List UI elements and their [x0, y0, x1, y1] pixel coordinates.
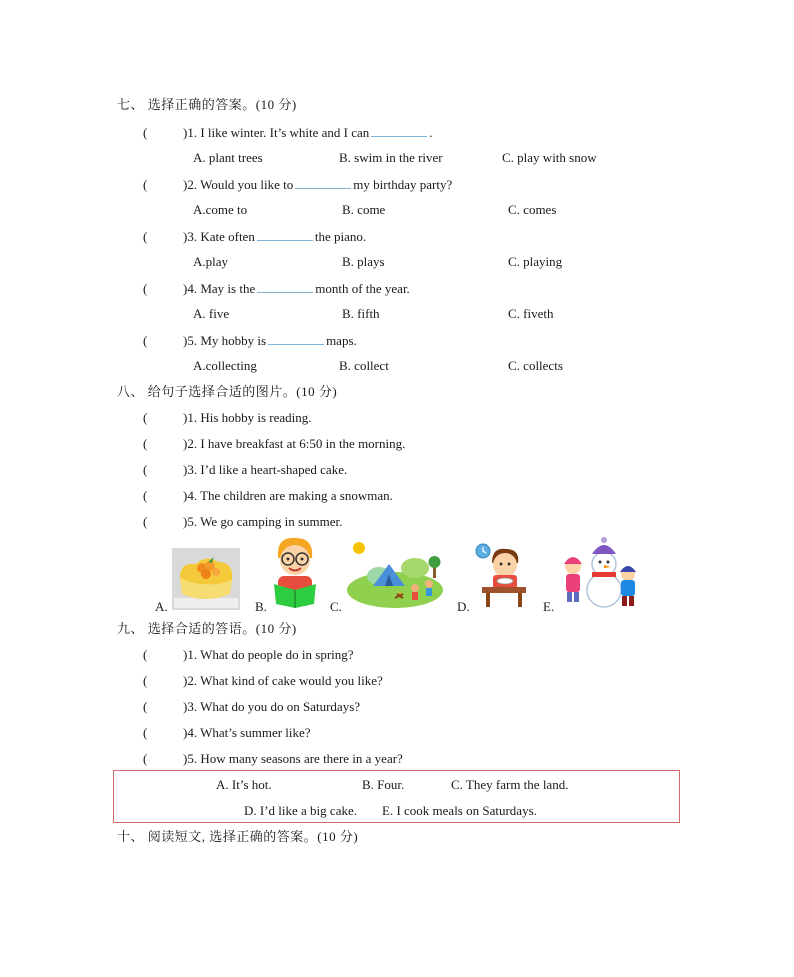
answer-paren[interactable]: ( — [143, 751, 148, 766]
answer-paren[interactable]: ( — [143, 699, 148, 714]
answer-paren[interactable]: ( — [143, 725, 148, 740]
question-7-2: ( )2. Would you like to my birthday party? — [143, 177, 453, 192]
answer-paren[interactable]: ( — [143, 125, 148, 140]
answer-paren[interactable]: ( — [143, 333, 148, 348]
option-c: C. collects — [508, 358, 563, 373]
option-a: A.collecting — [193, 358, 257, 373]
question-8-4: ( )4. The children are making a snowman. — [143, 488, 393, 503]
answer-paren[interactable]: ( — [143, 462, 148, 477]
fill-blank[interactable] — [268, 332, 324, 345]
option-c: C. playing — [508, 254, 563, 269]
question-9-4: ( )4. What’s summer like? — [143, 725, 311, 740]
section-10-title: 十、 阅读短文, 选择正确的答案。(10 分) — [117, 829, 359, 844]
question-8-2: ( )2. I have breakfast at 6:50 in the morning. — [143, 436, 406, 451]
option-b: B. fifth — [342, 306, 380, 321]
pic-label-d: D. — [457, 599, 470, 614]
answer-paren[interactable]: ( — [143, 177, 148, 192]
question-7-3: ( )3. Kate often the piano. — [143, 229, 367, 244]
question-9-3: ( )3. What do you do on Saturdays? — [143, 699, 361, 714]
section-7-title: 七、 选择正确的答案。(10 分) — [117, 97, 297, 112]
question-8-5: ( )5. We go camping in summer. — [143, 514, 343, 529]
fill-blank[interactable] — [295, 176, 351, 189]
pic-label-b: B. — [255, 599, 267, 614]
heart-cake-image — [172, 548, 240, 610]
snowman-image — [558, 534, 640, 610]
option-a: A. five — [193, 306, 230, 321]
option-c: C. fiveth — [508, 306, 554, 321]
question-9-2: ( )2. What kind of cake would you like? — [143, 673, 383, 688]
question-8-1: ( )1. His hobby is reading. — [143, 410, 312, 425]
answer-d: D. I’d like a big cake. — [244, 803, 357, 818]
question-8-3: ( )3. I’d like a heart-shaped cake. — [143, 462, 348, 477]
option-b: B. come — [342, 202, 386, 217]
option-c: C. play with snow — [502, 150, 597, 165]
answer-a: A. It’s hot. — [216, 777, 272, 792]
section-9-title: 九、 选择合适的答语。(10 分) — [117, 621, 297, 636]
question-7-4: ( )4. May is the month of the year. — [143, 281, 410, 296]
answer-paren[interactable]: ( — [143, 281, 148, 296]
answer-paren[interactable]: ( — [143, 514, 148, 529]
option-b: B. collect — [339, 358, 389, 373]
answer-paren[interactable]: ( — [143, 410, 148, 425]
question-7-1: ( )1. I like winter. It’s white and I can . — [143, 125, 433, 140]
answer-paren[interactable]: ( — [143, 488, 148, 503]
option-b: B. swim in the river — [339, 150, 443, 165]
boy-reading-image — [268, 534, 320, 610]
answer-e: E. I cook meals on Saturdays. — [382, 803, 537, 818]
boy-breakfast-image — [474, 543, 530, 609]
answer-c: C. They farm the land. — [451, 777, 569, 792]
option-a: A.come to — [193, 202, 248, 217]
option-b: B. plays — [342, 254, 385, 269]
fill-blank[interactable] — [371, 124, 427, 137]
option-a: A.play — [193, 254, 229, 269]
fill-blank[interactable] — [257, 228, 313, 241]
question-9-5: ( )5. How many seasons are there in a year? — [143, 751, 403, 766]
pic-label-a: A. — [155, 599, 168, 614]
question-7-5: ( )5. My hobby is maps. — [143, 333, 357, 348]
pic-label-c: C. — [330, 599, 342, 614]
answer-b: B. Four. — [362, 777, 405, 792]
option-a: A. plant trees — [193, 150, 263, 165]
answer-paren[interactable]: ( — [143, 647, 148, 662]
answer-paren[interactable]: ( — [143, 436, 148, 451]
fill-blank[interactable] — [257, 280, 313, 293]
question-9-1: ( )1. What do people do in spring? — [143, 647, 354, 662]
camping-image — [345, 538, 445, 610]
pic-label-e: E. — [543, 599, 555, 614]
answer-paren[interactable]: ( — [143, 229, 148, 244]
section-8-title: 八、 给句子选择合适的图片。(10 分) — [117, 384, 338, 399]
answer-paren[interactable]: ( — [143, 673, 148, 688]
option-c: C. comes — [508, 202, 557, 217]
